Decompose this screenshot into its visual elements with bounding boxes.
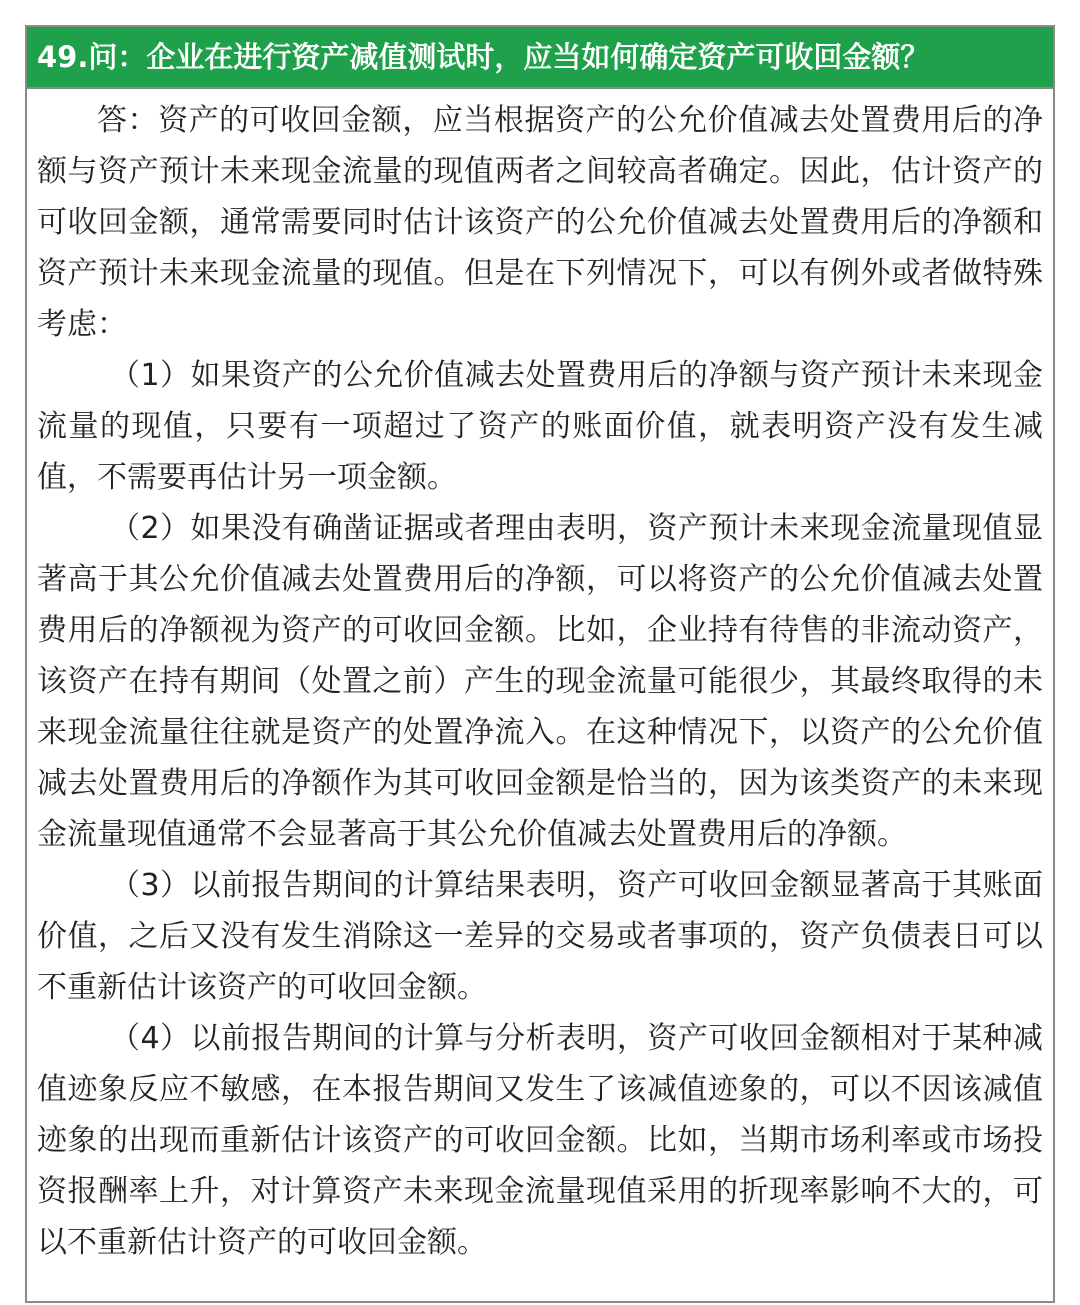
- answer-item-1: （1）如果资产的公允价值减去处置费用后的净额与资产预计未来现金流量的现值，只要有一项超过了资产的账面价值，就表明资产没有发生减值，不需要再估计另一项金额。: [37, 358, 1043, 495]
- answer-item-3: （3）以前报告期间的计算结果表明，资产可收回金额显著高于其账面价值，之后又没有发生消除这一差异的交易或者事项的，资产负债表日可以不重新估计该资产的可收回金额。: [37, 868, 1043, 1005]
- answer-item-2: （2）如果没有确凿证据或者理由表明，资产预计未来现金流量现值显著高于其公允价值减去处置费用后的净额，可以将资产的公允价值减去处置费用后的净额视为资产的可收回金额。比如，企业持有待售的非流动资产，该资产在持有期间（处置之前）产生的现金流量可能很少，其最终取得的未来现金流量往往就是资产的处置净流入。在这种情况下，以资产的公允价值减去处置费用后的净额作为其可收回金额是恰当的，因为该类资产的未来现金流量现值通常不会显著高于其公允价值减去处置费用后的净额。: [37, 511, 1043, 852]
- answer-item-4: （4）以前报告期间的计算与分析表明，资产可收回金额相对于某种减值迹象反应不敏感，在本报告期间又发生了该减值迹象的，可以不因该减值迹象的出现而重新估计该资产的可收回金额。比如，当期市场利率或市场投资报酬率上升，对计算资产未来现金流量现值采用的折现率影响不大的，可以不重新估计资产的可收回金额。: [37, 1021, 1043, 1260]
- answer-body: [27, 89, 1053, 1268]
- qa-card: [25, 25, 1055, 1303]
- answer-intro: 答：资产的可收回金额，应当根据资产的公允价值减去处置费用后的净额与资产预计未来现金流量的现值两者之间较高者确定。因此，估计资产的可收回金额，通常需要同时估计该资产的公允价值减去处置费用后的净额和资产预计未来现金流量的现值。但是在下列情况下，可以有例外或者做特殊考虑：: [37, 103, 1043, 342]
- question-title: 49.问：企业在进行资产减值测试时，应当如何确定资产可收回金额？: [27, 27, 1053, 89]
